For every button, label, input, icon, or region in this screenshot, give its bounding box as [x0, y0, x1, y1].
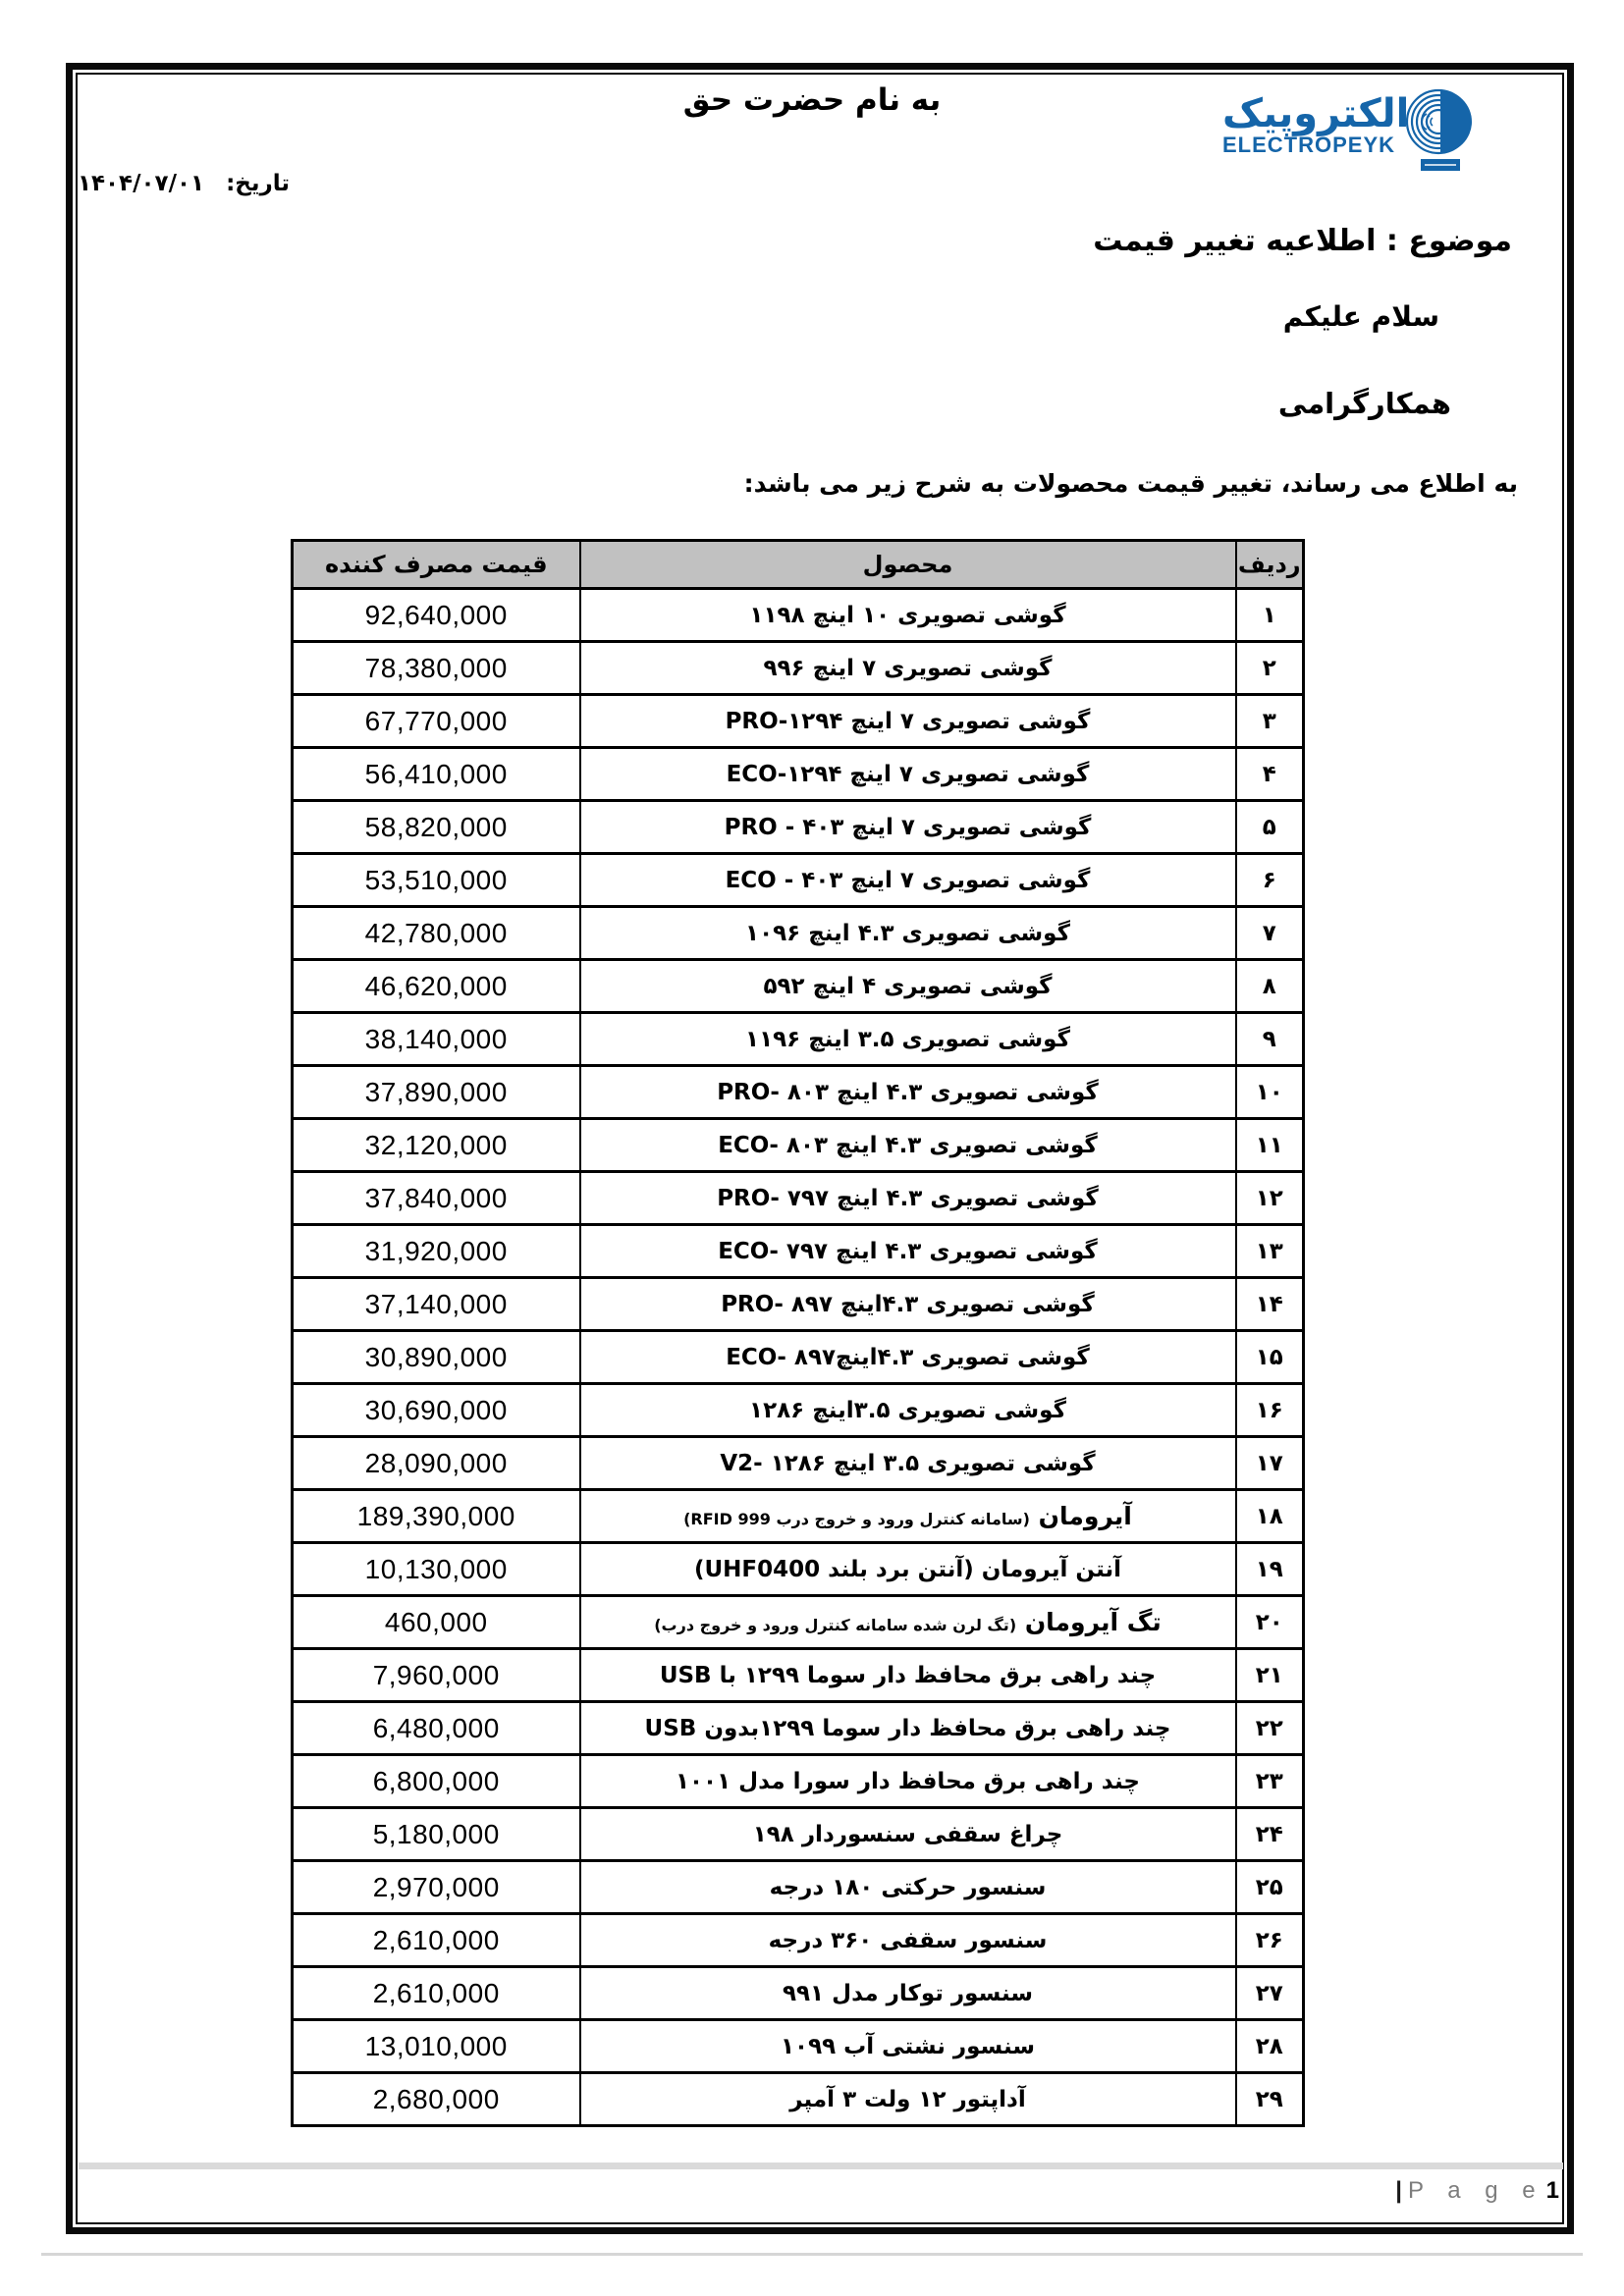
- product-name-cell: سنسور توکار مدل ۹۹۱: [580, 1967, 1236, 2020]
- row-number-cell: ۸: [1236, 960, 1304, 1013]
- table-row: [293, 1278, 1304, 1331]
- consumer-price-cell: 37,140,000: [293, 1278, 580, 1331]
- product-name-cell: [580, 1596, 1236, 1649]
- row-number-cell: ۴: [1236, 748, 1304, 801]
- consumer-price-cell: 2,610,000: [293, 1967, 580, 2020]
- consumer-price-cell: 5,180,000: [293, 1808, 580, 1861]
- table-row: [293, 2073, 1304, 2126]
- row-number-cell: ۹: [1236, 1013, 1304, 1066]
- row-number-cell: ۱۳: [1236, 1225, 1304, 1278]
- table-row: [293, 695, 1304, 748]
- product-name-cell: سنسور حرکتی ۱۸۰ درجه: [580, 1861, 1236, 1914]
- product-name-cell: گوشی تصویری ۴.۳ اینچ ۷۹۷ -ECO: [580, 1225, 1236, 1278]
- product-name-cell: گوشی تصویری ۴.۳ اینچ ۷۹۷ -PRO: [580, 1172, 1236, 1225]
- consumer-price-cell: 37,840,000: [293, 1172, 580, 1225]
- row-number-cell: ۱۸: [1236, 1490, 1304, 1543]
- table-row: [293, 2020, 1304, 2073]
- row-number-cell: ۵: [1236, 801, 1304, 854]
- table-header-row: [293, 541, 1304, 589]
- electropeyk-emblem-icon: [1403, 88, 1480, 177]
- product-name-cell: گوشی تصویری ۳.۵ اینچ ۱۱۹۶: [580, 1013, 1236, 1066]
- row-number-cell: ۱۲: [1236, 1172, 1304, 1225]
- table-row: [293, 907, 1304, 960]
- consumer-price-cell: 6,800,000: [293, 1755, 580, 1808]
- row-number-cell: ۲۶: [1236, 1914, 1304, 1967]
- footer-page-number: 1: [1545, 2177, 1559, 2204]
- addressee-line: همکارگرامی: [1277, 387, 1451, 420]
- product-name-cell: سنسور نشتی آب ۱۰۹۹: [580, 2020, 1236, 2073]
- table-row: [293, 1490, 1304, 1543]
- row-number-cell: ۲۰: [1236, 1596, 1304, 1649]
- row-number-cell: ۲۸: [1236, 2020, 1304, 2073]
- footer-pipe: |: [1395, 2177, 1403, 2204]
- consumer-price-cell: 42,780,000: [293, 907, 580, 960]
- table-row: [293, 589, 1304, 642]
- product-name-cell: گوشی تصویری ۷ اینچ ۴۰۳ - ECO: [580, 854, 1236, 907]
- row-number-cell: ۲۲: [1236, 1702, 1304, 1755]
- product-name-main: آیرومان: [1029, 1502, 1132, 1530]
- table-row: [293, 1596, 1304, 1649]
- table-row: [293, 1384, 1304, 1437]
- page-number-footer: [1395, 2177, 1559, 2205]
- product-name-detail: (سامانه کنترل ورود و خروج درب RFID 999): [683, 1510, 1030, 1528]
- logo-wordmark: [1222, 91, 1410, 157]
- table-row: [293, 748, 1304, 801]
- header-row-number: ردیف: [1236, 541, 1304, 589]
- product-name-cell: آداپتور ۱۲ ولت ۳ آمپر: [580, 2073, 1236, 2126]
- row-number-cell: ۱۷: [1236, 1437, 1304, 1490]
- row-number-cell: ۲: [1236, 642, 1304, 695]
- consumer-price-cell: 38,140,000: [293, 1013, 580, 1066]
- product-name-cell: گوشی تصویری ۷ اینچ ۱۲۹۴-PRO: [580, 695, 1236, 748]
- product-name-cell: گوشی تصویری ۷ اینچ ۱۲۹۴-ECO: [580, 748, 1236, 801]
- consumer-price-cell: 37,890,000: [293, 1066, 580, 1119]
- product-name-cell: سنسور سقفی ۳۶۰ درجه: [580, 1914, 1236, 1967]
- header-consumer-price: قیمت مصرف کننده: [293, 541, 580, 589]
- intro-line: به اطلاع می رساند، تغییر قیمت محصولات به شرح زیر می باشد:: [743, 469, 1518, 498]
- row-number-cell: ۲۱: [1236, 1649, 1304, 1702]
- table-row: [293, 1808, 1304, 1861]
- table-row: [293, 1119, 1304, 1172]
- row-number-cell: ۲۷: [1236, 1967, 1304, 2020]
- table-row: [293, 1013, 1304, 1066]
- electropeyk-logo: [1222, 88, 1480, 173]
- row-number-cell: ۲۵: [1236, 1861, 1304, 1914]
- price-table: [291, 539, 1305, 2127]
- table-row: [293, 1702, 1304, 1755]
- logo-brand-farsi: الکتروپیک: [1222, 91, 1410, 136]
- bismillah-heading: به نام حضرت حق: [682, 82, 942, 118]
- row-number-cell: ۱۱: [1236, 1119, 1304, 1172]
- product-name-main: تگ آیرومان: [1016, 1608, 1162, 1636]
- logo-brand-english: ELECTROPEYK: [1222, 133, 1396, 157]
- row-number-cell: ۶: [1236, 854, 1304, 907]
- consumer-price-cell: 460,000: [293, 1596, 580, 1649]
- consumer-price-cell: 28,090,000: [293, 1437, 580, 1490]
- consumer-price-cell: 7,960,000: [293, 1649, 580, 1702]
- product-name-cell: گوشی تصویری ۳.۵اینچ ۱۲۸۶: [580, 1384, 1236, 1437]
- consumer-price-cell: 92,640,000: [293, 589, 580, 642]
- table-row: [293, 1649, 1304, 1702]
- row-number-cell: ۱۶: [1236, 1384, 1304, 1437]
- table-row: [293, 854, 1304, 907]
- row-number-cell: ۷: [1236, 907, 1304, 960]
- greeting-line: سلام علیکم: [1282, 300, 1439, 333]
- date-line: [77, 171, 290, 196]
- scan-shadow-line: [41, 2253, 1583, 2256]
- row-number-cell: ۱۹: [1236, 1543, 1304, 1596]
- footer-page-label: P a g e: [1408, 2177, 1544, 2204]
- product-name-cell: گوشی تصویری ۴.۳ اینچ ۸۰۳ -ECO: [580, 1119, 1236, 1172]
- row-number-cell: ۲۴: [1236, 1808, 1304, 1861]
- consumer-price-cell: 189,390,000: [293, 1490, 580, 1543]
- table-row: [293, 1437, 1304, 1490]
- product-name-cell: گوشی تصویری ۱۰ اینچ ۱۱۹۸: [580, 589, 1236, 642]
- date-label: تاریخ:: [226, 171, 290, 196]
- product-name-cell: چند راهی برق محافظ دار سوما ۱۲۹۹بدون USB: [580, 1702, 1236, 1755]
- product-name-cell: [580, 1490, 1236, 1543]
- row-number-cell: ۳: [1236, 695, 1304, 748]
- consumer-price-cell: 56,410,000: [293, 748, 580, 801]
- consumer-price-cell: 13,010,000: [293, 2020, 580, 2073]
- product-name-cell: گوشی تصویری ۷ اینچ ۹۹۶: [580, 642, 1236, 695]
- table-row: [293, 1331, 1304, 1384]
- table-row: [293, 801, 1304, 854]
- product-name-cell: چند راهی برق محافظ دار سورا مدل ۱۰۰۱: [580, 1755, 1236, 1808]
- consumer-price-cell: 58,820,000: [293, 801, 580, 854]
- table-row: [293, 1225, 1304, 1278]
- product-name-cell: گوشی تصویری ۴.۳ اینچ ۸۰۳ -PRO: [580, 1066, 1236, 1119]
- product-name-cell: گوشی تصویری ۴.۳ اینچ ۱۰۹۶: [580, 907, 1236, 960]
- product-name-cell: چند راهی برق محافظ دار سوما ۱۲۹۹ با USB: [580, 1649, 1236, 1702]
- product-name-detail: (تگ لرن شده سامانه کنترل ورود و خروج درب): [654, 1616, 1017, 1634]
- consumer-price-cell: 31,920,000: [293, 1225, 580, 1278]
- consumer-price-cell: 32,120,000: [293, 1119, 580, 1172]
- product-name-cell: چراغ سقفی سنسوردار ۱۹۸: [580, 1808, 1236, 1861]
- price-table-body: [293, 589, 1304, 2126]
- product-name-cell: گوشی تصویری ۷ اینچ ۴۰۳ - PRO: [580, 801, 1236, 854]
- table-row: [293, 1861, 1304, 1914]
- consumer-price-cell: 10,130,000: [293, 1543, 580, 1596]
- row-number-cell: ۲۳: [1236, 1755, 1304, 1808]
- table-row: [293, 1066, 1304, 1119]
- row-number-cell: ۲۹: [1236, 2073, 1304, 2126]
- table-row: [293, 642, 1304, 695]
- consumer-price-cell: 46,620,000: [293, 960, 580, 1013]
- consumer-price-cell: 30,890,000: [293, 1331, 580, 1384]
- product-name-cell: آنتن آیرومان (آنتن برد بلند UHF0400): [580, 1543, 1236, 1596]
- table-row: [293, 1755, 1304, 1808]
- table-row: [293, 1172, 1304, 1225]
- table-row: [293, 1543, 1304, 1596]
- footer-divider: [79, 2163, 1563, 2169]
- table-row: [293, 960, 1304, 1013]
- product-name-cell: گوشی تصویری ۴.۳اینچ۸۹۷ -ECO: [580, 1331, 1236, 1384]
- row-number-cell: ۱۰: [1236, 1066, 1304, 1119]
- consumer-price-cell: 53,510,000: [293, 854, 580, 907]
- consumer-price-cell: 2,610,000: [293, 1914, 580, 1967]
- product-name-cell: گوشی تصویری ۴ اینچ ۵۹۲: [580, 960, 1236, 1013]
- consumer-price-cell: 2,970,000: [293, 1861, 580, 1914]
- table-row: [293, 1914, 1304, 1967]
- product-name-cell: گوشی تصویری ۴.۳اینچ ۸۹۷ -PRO: [580, 1278, 1236, 1331]
- date-value: ۱۴۰۴/۰۷/۰۱: [77, 171, 205, 196]
- row-number-cell: ۱۵: [1236, 1331, 1304, 1384]
- consumer-price-cell: 2,680,000: [293, 2073, 580, 2126]
- row-number-cell: ۱: [1236, 589, 1304, 642]
- subject-line: موضوع : اطلاعیه تغییر قیمت: [1093, 224, 1512, 258]
- header-product: محصول: [580, 541, 1236, 589]
- consumer-price-cell: 78,380,000: [293, 642, 580, 695]
- consumer-price-cell: 67,770,000: [293, 695, 580, 748]
- consumer-price-cell: 30,690,000: [293, 1384, 580, 1437]
- consumer-price-cell: 6,480,000: [293, 1702, 580, 1755]
- product-name-cell: گوشی تصویری ۳.۵ اینچ ۱۲۸۶ -V2: [580, 1437, 1236, 1490]
- table-row: [293, 1967, 1304, 2020]
- row-number-cell: ۱۴: [1236, 1278, 1304, 1331]
